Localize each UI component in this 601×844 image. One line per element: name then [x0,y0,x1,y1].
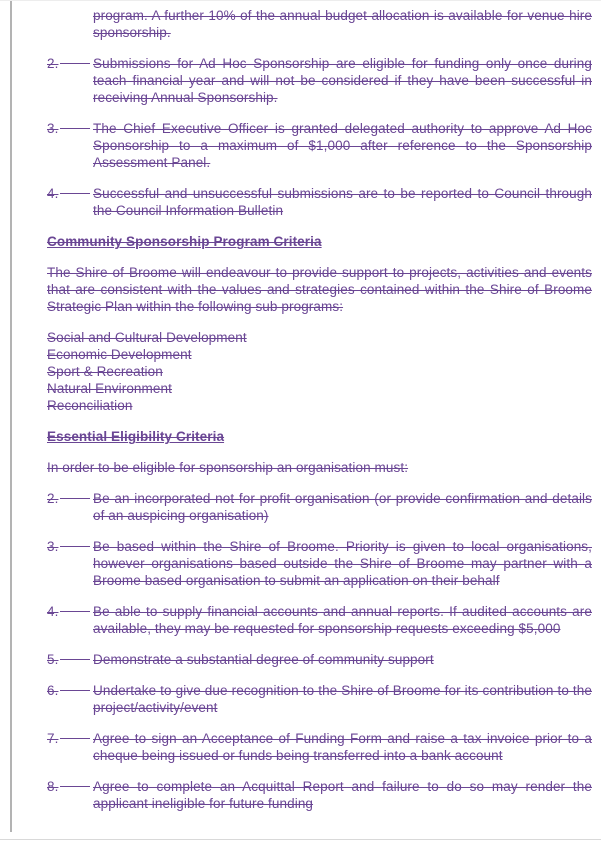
tab-strike-line [60,128,90,129]
list-item-number-text: 4. [47,604,59,619]
list-item-number-text: 8. [47,779,59,794]
sub-program-item: Economic Development [47,347,192,362]
section-heading: Essential Eligibility Criteria [47,429,225,444]
list-item [47,603,592,637]
tab-strike-line [60,546,90,547]
list-item-text: Successful and unsuccessful submissions are to be reported to Council through the Council Information Bulletin [93,186,592,218]
tab-strike-line [60,498,90,499]
list-item-number-text: 7. [47,731,59,746]
paragraph: The Shire of Broome will endeavour to provide support to projects, activities and events that are consistent with the values and strategies contained within the Shire of Broome Strategic Plan within the following sub programs: [47,265,592,314]
list-item-number-text: 3. [47,121,59,136]
list-item-number [47,682,93,716]
list-item [47,55,592,106]
section-heading: Community Sponsorship Program Criteria [47,234,322,249]
sub-program-list [47,329,592,414]
sub-program-item: Sport & Recreation [47,364,163,379]
list-item [47,682,592,716]
list-item-text: Be an incorporated not for profit organisation (or provide confirmation and details of an auspicing organisation) [93,491,592,523]
tab-strike-line [60,193,90,194]
sub-program-item: Natural Environment [47,381,172,396]
list-item-text: Agree to complete an Acquittal Report and failure to do so may render the applicant ineligible for future funding [93,779,592,811]
tab-strike-line [60,738,90,739]
list-item-number [47,603,93,637]
sub-program-item: Social and Cultural Development [47,330,247,345]
list-item-number-text: 5. [47,652,59,667]
list-item-number [47,490,93,524]
list-item-text: Agree to sign an Acceptance of Funding Form and raise a tax invoice prior to a cheque being issued or funds being transferred into a bank account [93,731,592,763]
list-item-number [47,185,93,219]
list-item-text: Be able to supply financial accounts and annual reports. If audited accounts are available, they may be requested for sponsorship requests exceeding $5,000 [93,604,592,636]
tab-strike-line [60,786,90,787]
tab-strike-line [60,690,90,691]
list-item-text: Demonstrate a substantial degree of community support [93,652,434,667]
paragraph-continuation: program. A further 10% of the annual budget allocation is available for venue hire sponsorship. [93,8,592,40]
list-item [47,120,592,171]
list-item-text: Undertake to give due recognition to the Shire of Broome for its contribution to the project/activity/event [93,683,592,715]
page-edge-line [0,839,601,840]
tracked-change-bar [10,1,12,832]
list-item-number-text: 3. [47,539,59,554]
list-item [47,185,592,219]
list-item-text: Submissions for Ad Hoc Sponsorship are eligible for funding only once during teach financial year and will not be considered if they have been successful in receiving Annual Sponsorship. [93,56,592,105]
list-item-number-text: 2. [47,491,59,506]
list-item-text: Be based within the Shire of Broome. Priority is given to local organisations, however organisations based outside the Shire of Broome may partner with a Broome based organisation to submit an application on their behalf [93,539,592,588]
paragraph: In order to be eligible for sponsorship an organisation must: [47,460,409,475]
list-item-number [47,778,93,812]
sub-program-item: Reconciliation [47,398,133,413]
list-item [47,778,592,812]
list-item-number [47,538,93,589]
list-item-number-text: 2. [47,56,59,71]
tab-strike-line [60,63,90,64]
list-item-number [47,120,93,171]
tab-strike-line [60,659,90,660]
list-item-number [47,651,93,668]
list-item-text: The Chief Executive Officer is granted delegated authority to approve Ad Hoc Sponsorship to a maximum of $1,000 after reference to the Sponsorship Assessment Panel. [93,121,592,170]
list-item [47,538,592,589]
document-body [47,7,592,812]
tab-strike-line [60,611,90,612]
list-item [47,651,592,668]
list-item-number-text: 6. [47,683,59,698]
list-item [47,490,592,524]
list-item-number-text: 4. [47,186,59,201]
list-item-number [47,55,93,106]
list-item-number [47,730,93,764]
list-item [47,730,592,764]
